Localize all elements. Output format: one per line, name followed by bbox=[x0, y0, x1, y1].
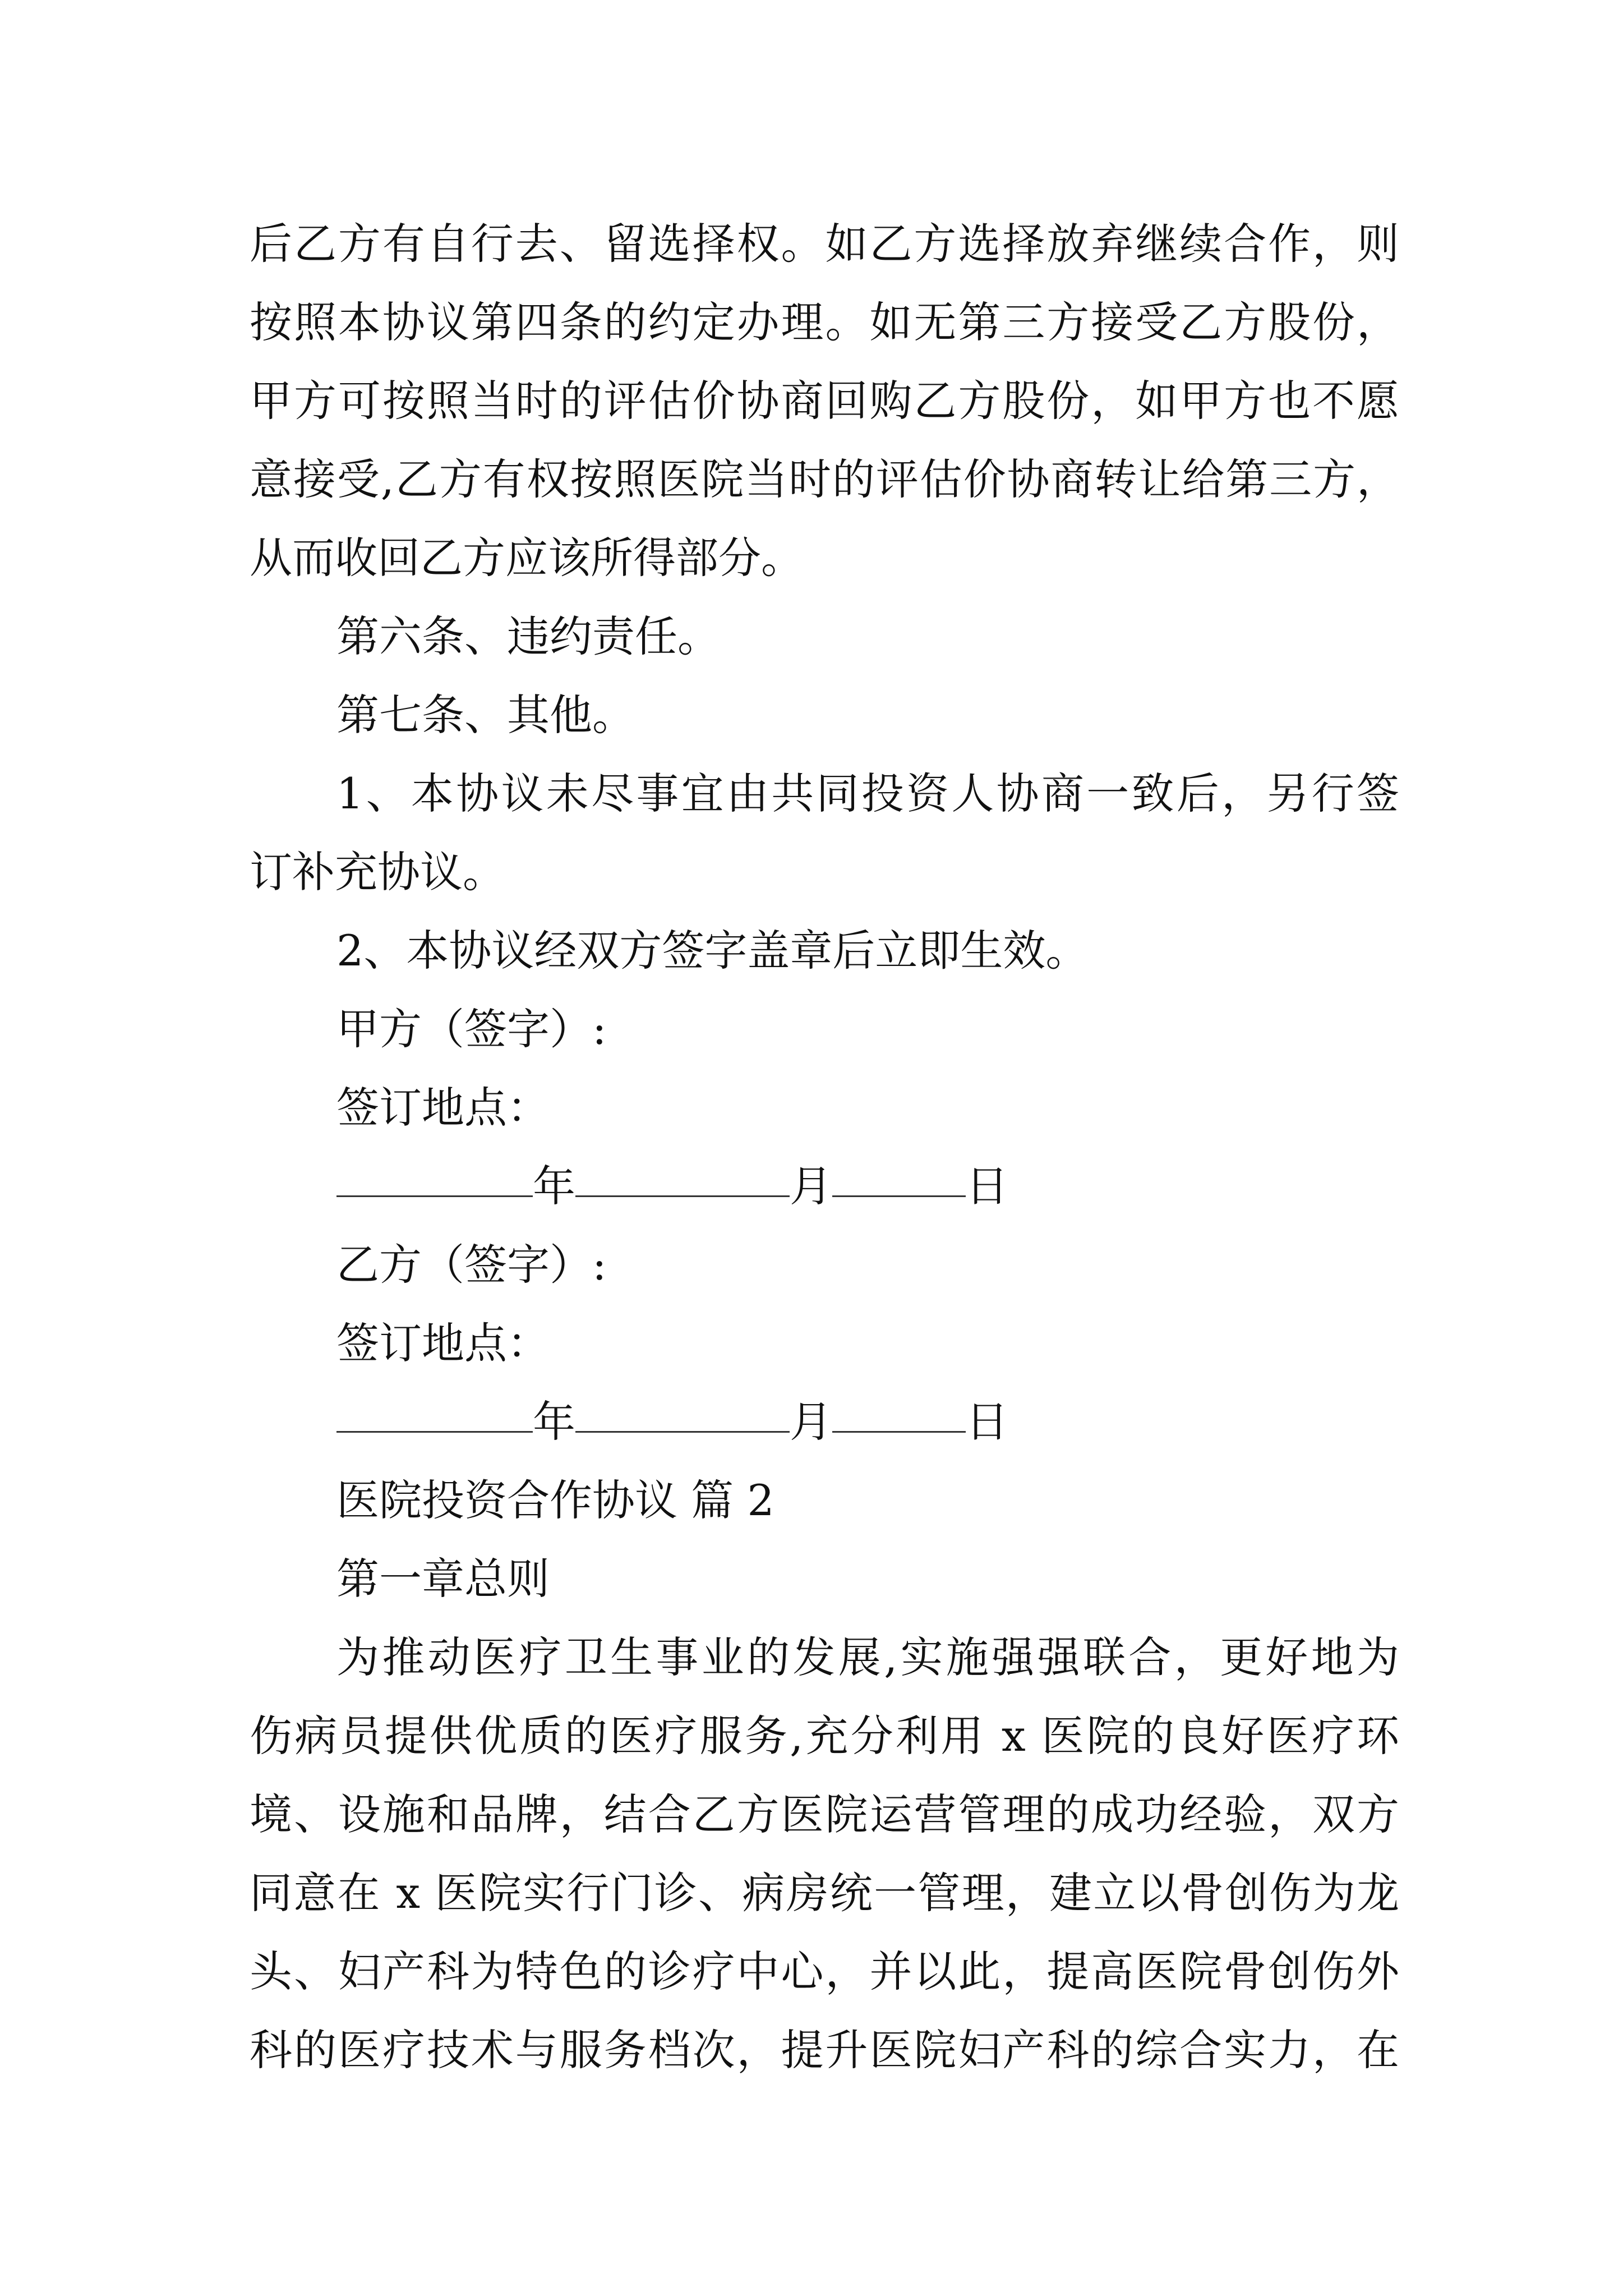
day-blank bbox=[832, 1147, 966, 1197]
signing-place-label: 签订地点： bbox=[336, 1318, 550, 1368]
paragraph-line: 科的医疗技术与服务档次，提升医院妇产科的综合实力，在 bbox=[250, 2025, 1399, 2075]
date-line bbox=[336, 1383, 1008, 1461]
day-label: 日 bbox=[966, 1161, 1008, 1211]
paragraph-line: 意接受,乙方有权按照医院当时的评估价协商转让给第三方， bbox=[250, 454, 1399, 504]
signing-place-label: 签订地点： bbox=[336, 1083, 550, 1133]
chapter-heading: 第一章总则 bbox=[336, 1554, 550, 1604]
article-heading: 第七条、其他。 bbox=[336, 690, 635, 740]
paragraph-line: 按照本协议第四条的约定办理。如无第三方接受乙方股份， bbox=[250, 297, 1399, 347]
day-blank bbox=[832, 1383, 966, 1433]
signature-label: 乙方（签字）: bbox=[336, 1240, 607, 1290]
article-heading: 第六条、违约责任。 bbox=[336, 611, 720, 661]
year-blank bbox=[336, 1383, 533, 1433]
paragraph-line: 从而收回乙方应该所得部分。 bbox=[250, 533, 804, 583]
paragraph-line: 2、本协议经双方签字盖章后立即生效。 bbox=[336, 926, 1089, 976]
year-label: 年 bbox=[533, 1161, 575, 1211]
date-line bbox=[336, 1147, 1008, 1226]
signature-label: 甲方（签字）: bbox=[336, 1004, 607, 1054]
paragraph-line: 1、本协议未尽事宜由共同投资人协商一致后，另行签 bbox=[336, 769, 1399, 818]
day-label: 日 bbox=[966, 1397, 1008, 1447]
month-label: 月 bbox=[790, 1161, 832, 1211]
month-blank bbox=[575, 1383, 790, 1433]
month-blank bbox=[575, 1147, 790, 1197]
month-label: 月 bbox=[790, 1397, 832, 1447]
paragraph-line: 订补充协议。 bbox=[250, 847, 505, 897]
paragraph-line: 甲方可按照当时的评估价协商回购乙方股份，如甲方也不愿 bbox=[250, 376, 1399, 426]
year-blank bbox=[336, 1147, 533, 1197]
paragraph-line: 为推动医疗卫生事业的发展,实施强强联合，更好地为 bbox=[336, 1632, 1399, 1682]
paragraph-line: 伤病员提供优质的医疗服务,充分利用 x 医院的良好医疗环 bbox=[250, 1711, 1399, 1761]
paragraph-line: 境、设施和品牌，结合乙方医院运营管理的成功经验，双方 bbox=[250, 1789, 1399, 1839]
paragraph-line: 头、妇产科为特色的诊疗中心，并以此，提高医院骨创伤外 bbox=[250, 1947, 1399, 1996]
year-label: 年 bbox=[533, 1397, 575, 1447]
paragraph-line: 后乙方有自行去、留选择权。如乙方选择放弃继续合作，则 bbox=[250, 219, 1399, 269]
section-title: 医院投资合作协议 篇 2 bbox=[336, 1475, 774, 1525]
paragraph-line: 同意在 x 医院实行门诊、病房统一管理，建立以骨创伤为龙 bbox=[250, 1868, 1399, 1918]
